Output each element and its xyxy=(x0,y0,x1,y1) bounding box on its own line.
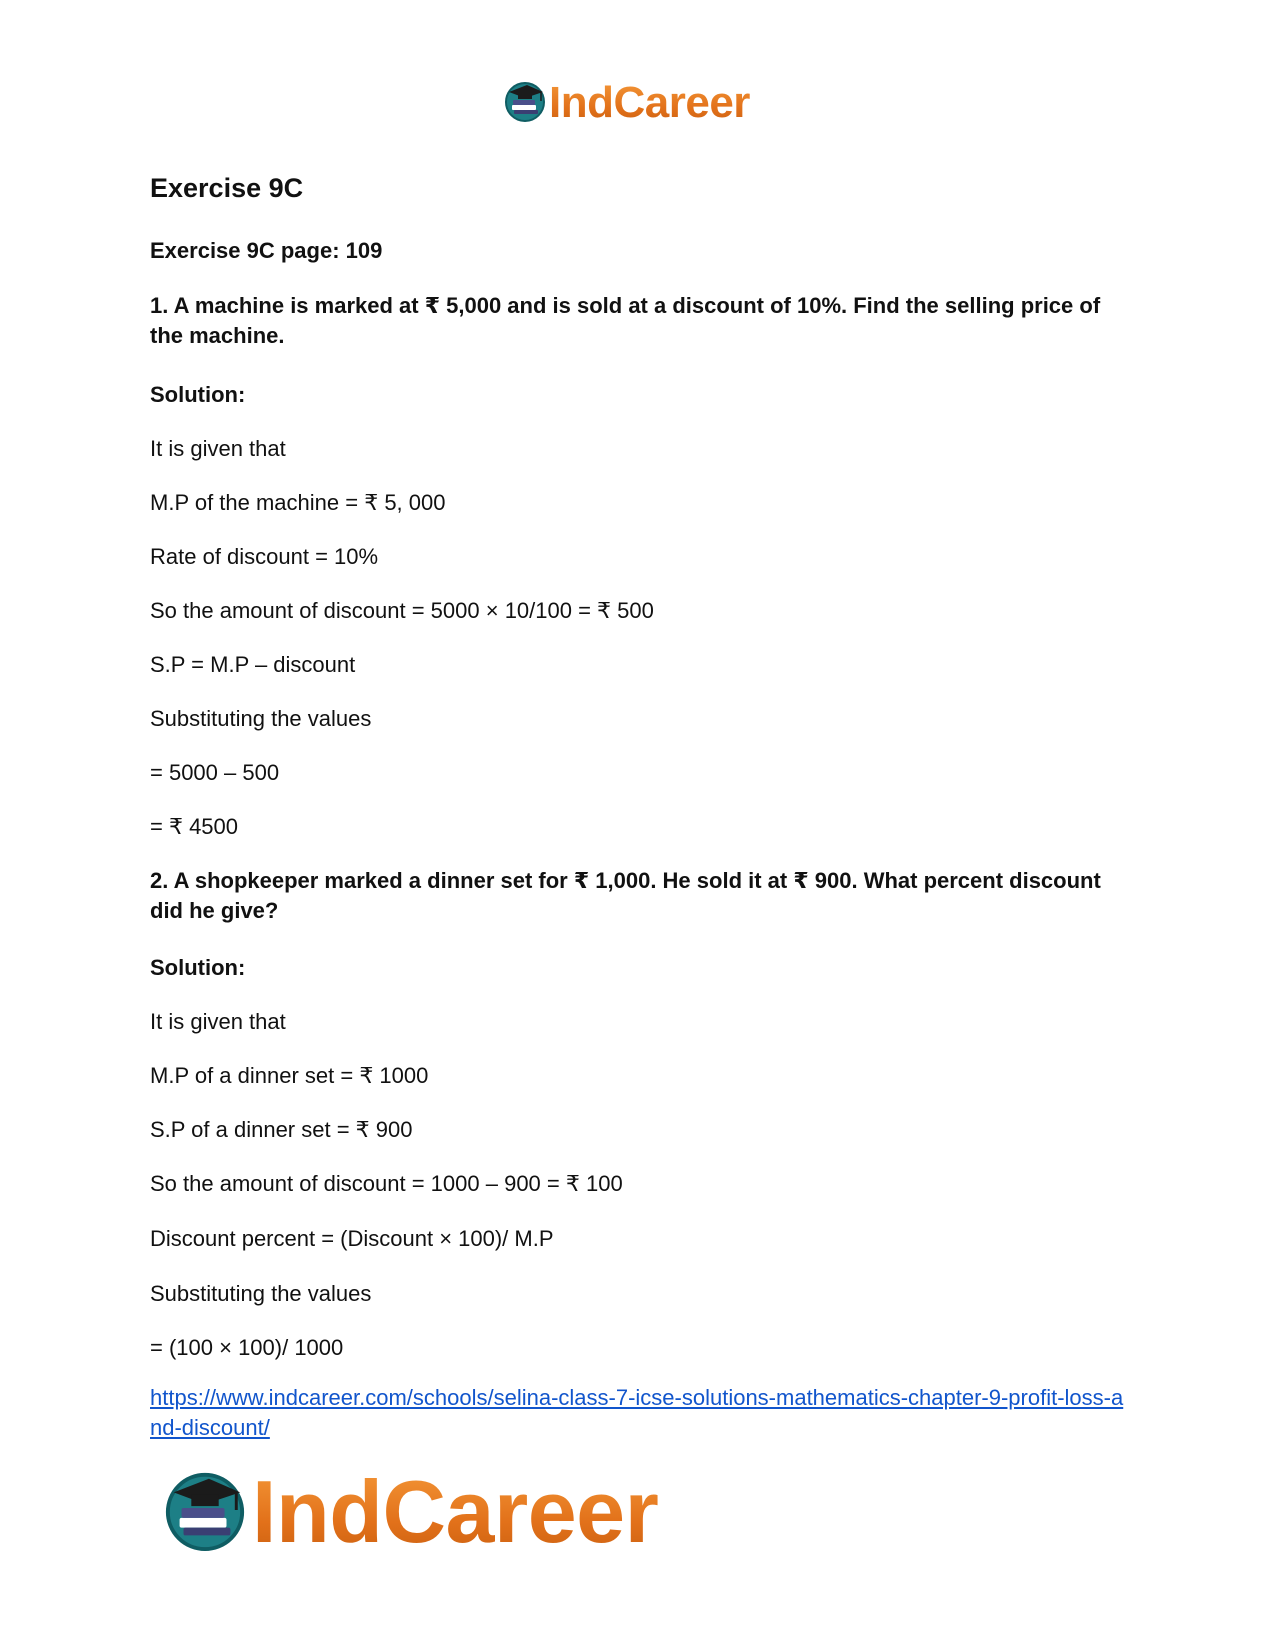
question-1: 1. A machine is marked at ₹ 5,000 and is sold at a discount of 10%. Find the selling price of the machine. xyxy=(150,293,1101,348)
solution-2-line: S.P of a dinner set = ₹ 900 xyxy=(150,1117,413,1142)
solution-1-line: So the amount of discount = 5000 × 10/100 = ₹ 500 xyxy=(150,598,654,623)
solution-1-label: Solution: xyxy=(150,382,246,407)
footer-logo xyxy=(162,1462,658,1562)
solution-2-line: So the amount of discount = 1000 – 900 = ₹ 100 xyxy=(150,1171,623,1196)
page-title: Exercise 9C xyxy=(150,173,304,203)
solution-2-label: Solution: xyxy=(150,955,246,980)
solution-1-line: = 5000 – 500 xyxy=(150,760,280,785)
solution-1-line: Rate of discount = 10% xyxy=(150,544,379,569)
solution-1-line: S.P = M.P – discount xyxy=(150,652,356,677)
solution-1-line: M.P of the machine = ₹ 5, 000 xyxy=(150,490,446,515)
page-reference: Exercise 9C page: 109 xyxy=(150,238,383,263)
solution-2-line: It is given that xyxy=(150,1009,286,1034)
source-link[interactable]: https://www.indcareer.com/schools/selina-class-7-icse-solutions-mathematics-chapter-9-profit-loss-and-discount/ xyxy=(150,1385,1124,1440)
solution-1-line: Substituting the values xyxy=(150,706,372,731)
solution-2-line: = (100 × 100)/ 1000 xyxy=(150,1335,344,1360)
header-logo xyxy=(503,78,750,128)
solution-2-line: Discount percent = (Discount × 100)/ M.P xyxy=(150,1226,554,1251)
solution-1-line: = ₹ 4500 xyxy=(150,814,239,839)
logo-text: IndCareer xyxy=(252,1462,659,1561)
logo-text: IndCareer xyxy=(549,78,750,127)
solution-1-line: It is given that xyxy=(150,436,286,461)
graduation-cap-books-icon xyxy=(503,79,547,128)
solution-2-line: M.P of a dinner set = ₹ 1000 xyxy=(150,1063,429,1088)
graduation-cap-books-icon xyxy=(162,1467,248,1558)
solution-2-line: Substituting the values xyxy=(150,1281,372,1306)
question-2: 2. A shopkeeper marked a dinner set for ₹ 1,000. He sold it at ₹ 900. What percent discount did he give? xyxy=(150,868,1101,923)
